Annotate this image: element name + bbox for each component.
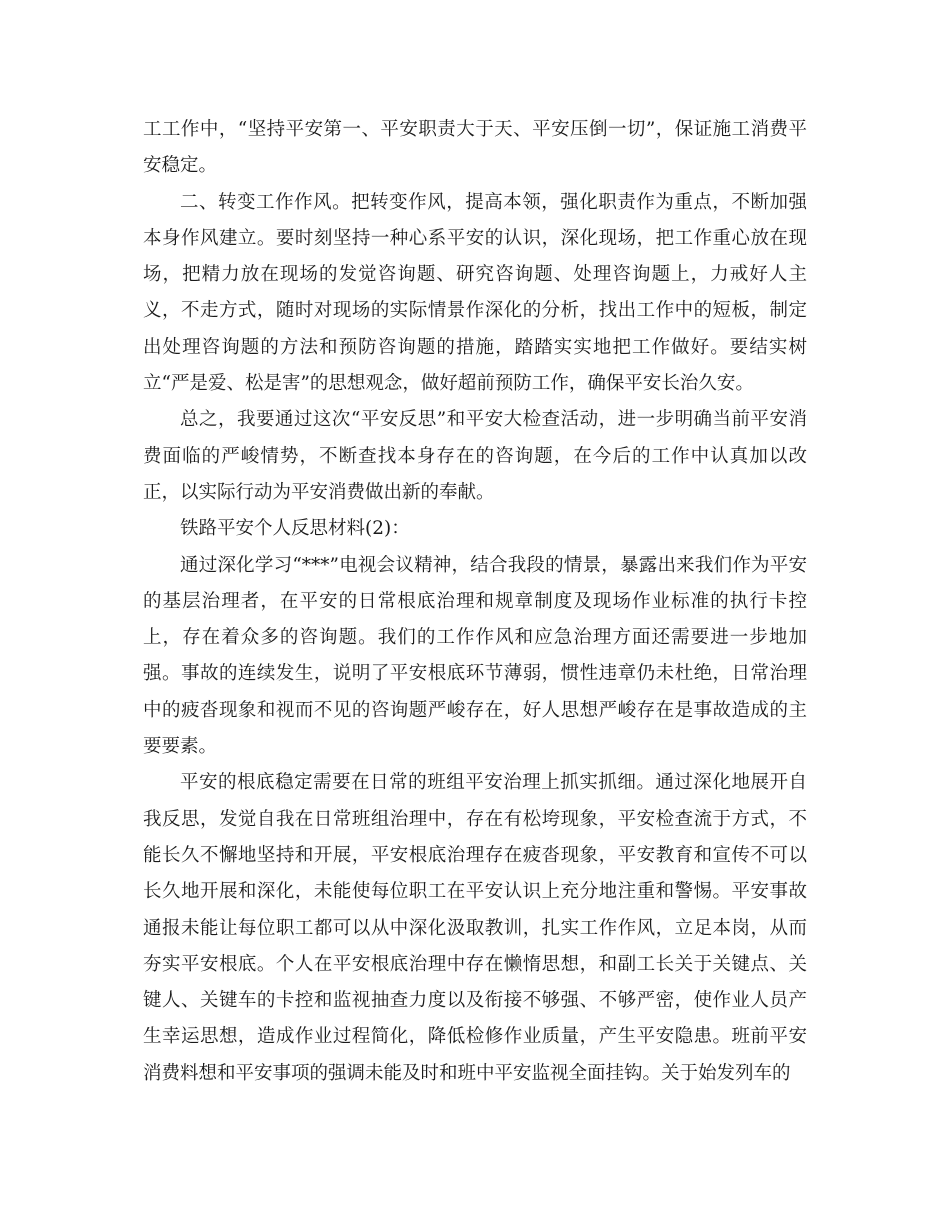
section-heading: 铁路平安个人反思材料(2)： [180, 518, 410, 540]
paragraph-team-management: 平安的根底稳定需要在日常的班组平安治理上抓实抓细。通过深化地展开自我反思，发觉自我在日常班组治理中，存在有松垮现象，平安检查流于方式，不能长久不懈地坚持和开展，平安根底治理存在疲沓现象，平安教育和宣传不可以长久地开展和深化，未能使每位职工在平安认识上充分地注重和警惕。平安事故通报未能让每位职工都可以从中深化汲取教训，扎实工作作风，立足本岗，从而夯实平安根底。个人在平安根底治理中存在懒惰思想，和副工长关于关键点、关键人、关键车的卡控和监视抽查力度以及衔接不够强、不够严密，使作业人员产生幸运思想，造成作业过程简化，降低检修作业质量，产生平安隐患。班前平安消费料想和平安事项的强调未能及时和班中平安监视全面挂钩。关于始发列车的 [143, 772, 807, 1084]
paragraph-study: 通过深化学习“***”电视会议精神，结合我段的情景，暴露出来我们作为平安的基层治理者，在平安的日常根底治理和规章制度及现场作业标准的执行卡控上，存在着众多的咨询题。我们的工作作风和应急治理方面还需要进一步地加强。事故的连续发生，说明了平安根底环节薄弱，惯性违章仍未杜绝，日常治理中的疲沓现象和视而不见的咨询题严峻存在，好人思想严峻存在是事故造成的主要要素。 [143, 554, 807, 758]
document-body [143, 112, 807, 1092]
paragraph-work-style: 二、转变工作作风。把转变作风，提高本领，强化职责作为重点，不断加强本身作风建立。要时刻坚持一种心系平安的认识，深化现场，把工作重心放在现场，把精力放在现场的发觉咨询题、研究咨询题、处理咨询题上，力戒好人主义，不走方式，随时对现场的实际情景作深化的分析，找出工作中的短板，制定出处理咨询题的方法和预防咨询题的措施，踏踏实实地把工作做好。要结实树立“严是爱、松是害”的思想观念，做好超前预防工作，确保平安长治久安。 [143, 191, 807, 395]
paragraph-conclusion: 总之，我要通过这次“平安反思”和平安大检查活动，进一步明确当前平安消费面临的严峻情势，不断查找本身存在的咨询题，在今后的工作中认真加以改正，以实际行动为平安消费做出新的奉献。 [143, 409, 807, 503]
paragraph-continued: 工工作中，“坚持平安第一、平安职责大于天、平安压倒一切”，保证施工消费平安稳定。 [143, 119, 807, 177]
